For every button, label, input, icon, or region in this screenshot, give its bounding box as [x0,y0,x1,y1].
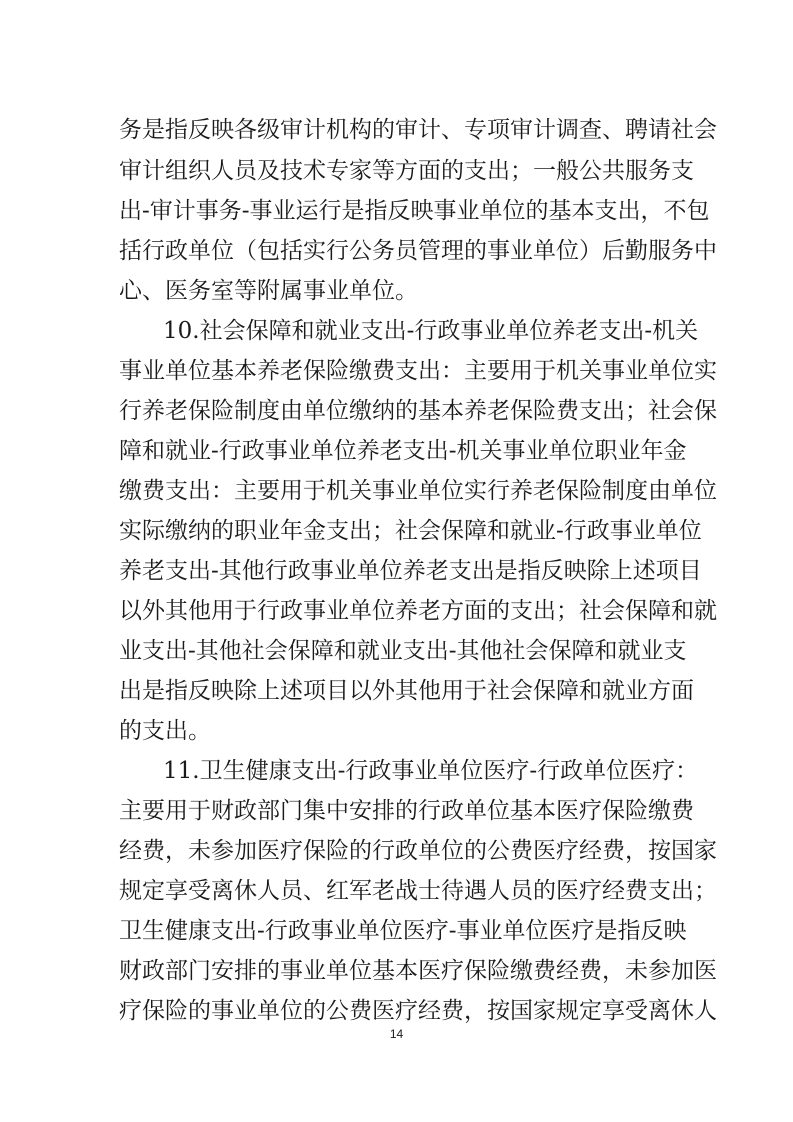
section-11-heading-line: 11.卫生健康支出-行政事业单位医疗-行政单位医疗： [163,758,699,784]
body-text-line: 括行政单位（包括实行公务员管理的事业单位）后勤服务中 [119,238,717,264]
body-text-line: 缴费支出：主要用于机关事业单位实行养老保险制度由单位 [119,478,717,504]
body-text-line: 心、医务室等附属事业单位。 [119,278,418,304]
body-text-line: 出-审计事务-事业运行是指反映事业单位的基本支出，不包 [119,198,710,224]
body-text-line: 出是指反映除上述项目以外其他用于社会保障和就业方面 [119,678,694,704]
body-text-line: 障和就业-行政事业单位养老支出-机关事业单位职业年金 [119,438,687,464]
body-text-line: 务是指反映各级审计机构的审计、专项审计调查、聘请社会 [119,117,717,143]
body-text-line: 以外其他用于行政事业单位养老方面的支出；社会保障和就 [119,598,717,624]
body-text-line: 经费，未参加医疗保险的行政单位的公费医疗经费，按国家 [119,838,717,864]
body-text-line: 审计组织人员及技术专家等方面的支出；一般公共服务支 [119,158,694,184]
body-text-line: 卫生健康支出-行政事业单位医疗-事业单位医疗是指反映 [119,918,687,944]
page-number: 14 [389,1027,404,1041]
body-text-line: 行养老保险制度由单位缴纳的基本养老保险费支出；社会保 [119,398,717,424]
body-text-line: 规定享受离休人员、红军老战士待遇人员的医疗经费支出； [119,878,717,904]
section-10-heading-line: 10.社会保障和就业支出-行政事业单位养老支出-机关 [163,318,699,344]
body-text-line: 的支出。 [119,718,211,744]
body-text-line: 事业单位基本养老保险缴费支出：主要用于机关事业单位实 [119,358,717,384]
body-text-line: 主要用于财政部门集中安排的行政单位基本医疗保险缴费 [119,798,694,824]
body-text-line: 养老支出-其他行政事业单位养老支出是指反映除上述项目 [119,558,702,584]
body-text-line: 财政部门安排的事业单位基本医疗保险缴费经费，未参加医 [119,958,717,984]
body-text-line: 疗保险的事业单位的公费医疗经费，按国家规定享受离休人 [119,998,717,1024]
body-text-line: 实际缴纳的职业年金支出；社会保障和就业-行政事业单位 [119,518,702,544]
body-text-line: 业支出-其他社会保障和就业支出-其他社会保障和就业支 [119,638,687,664]
